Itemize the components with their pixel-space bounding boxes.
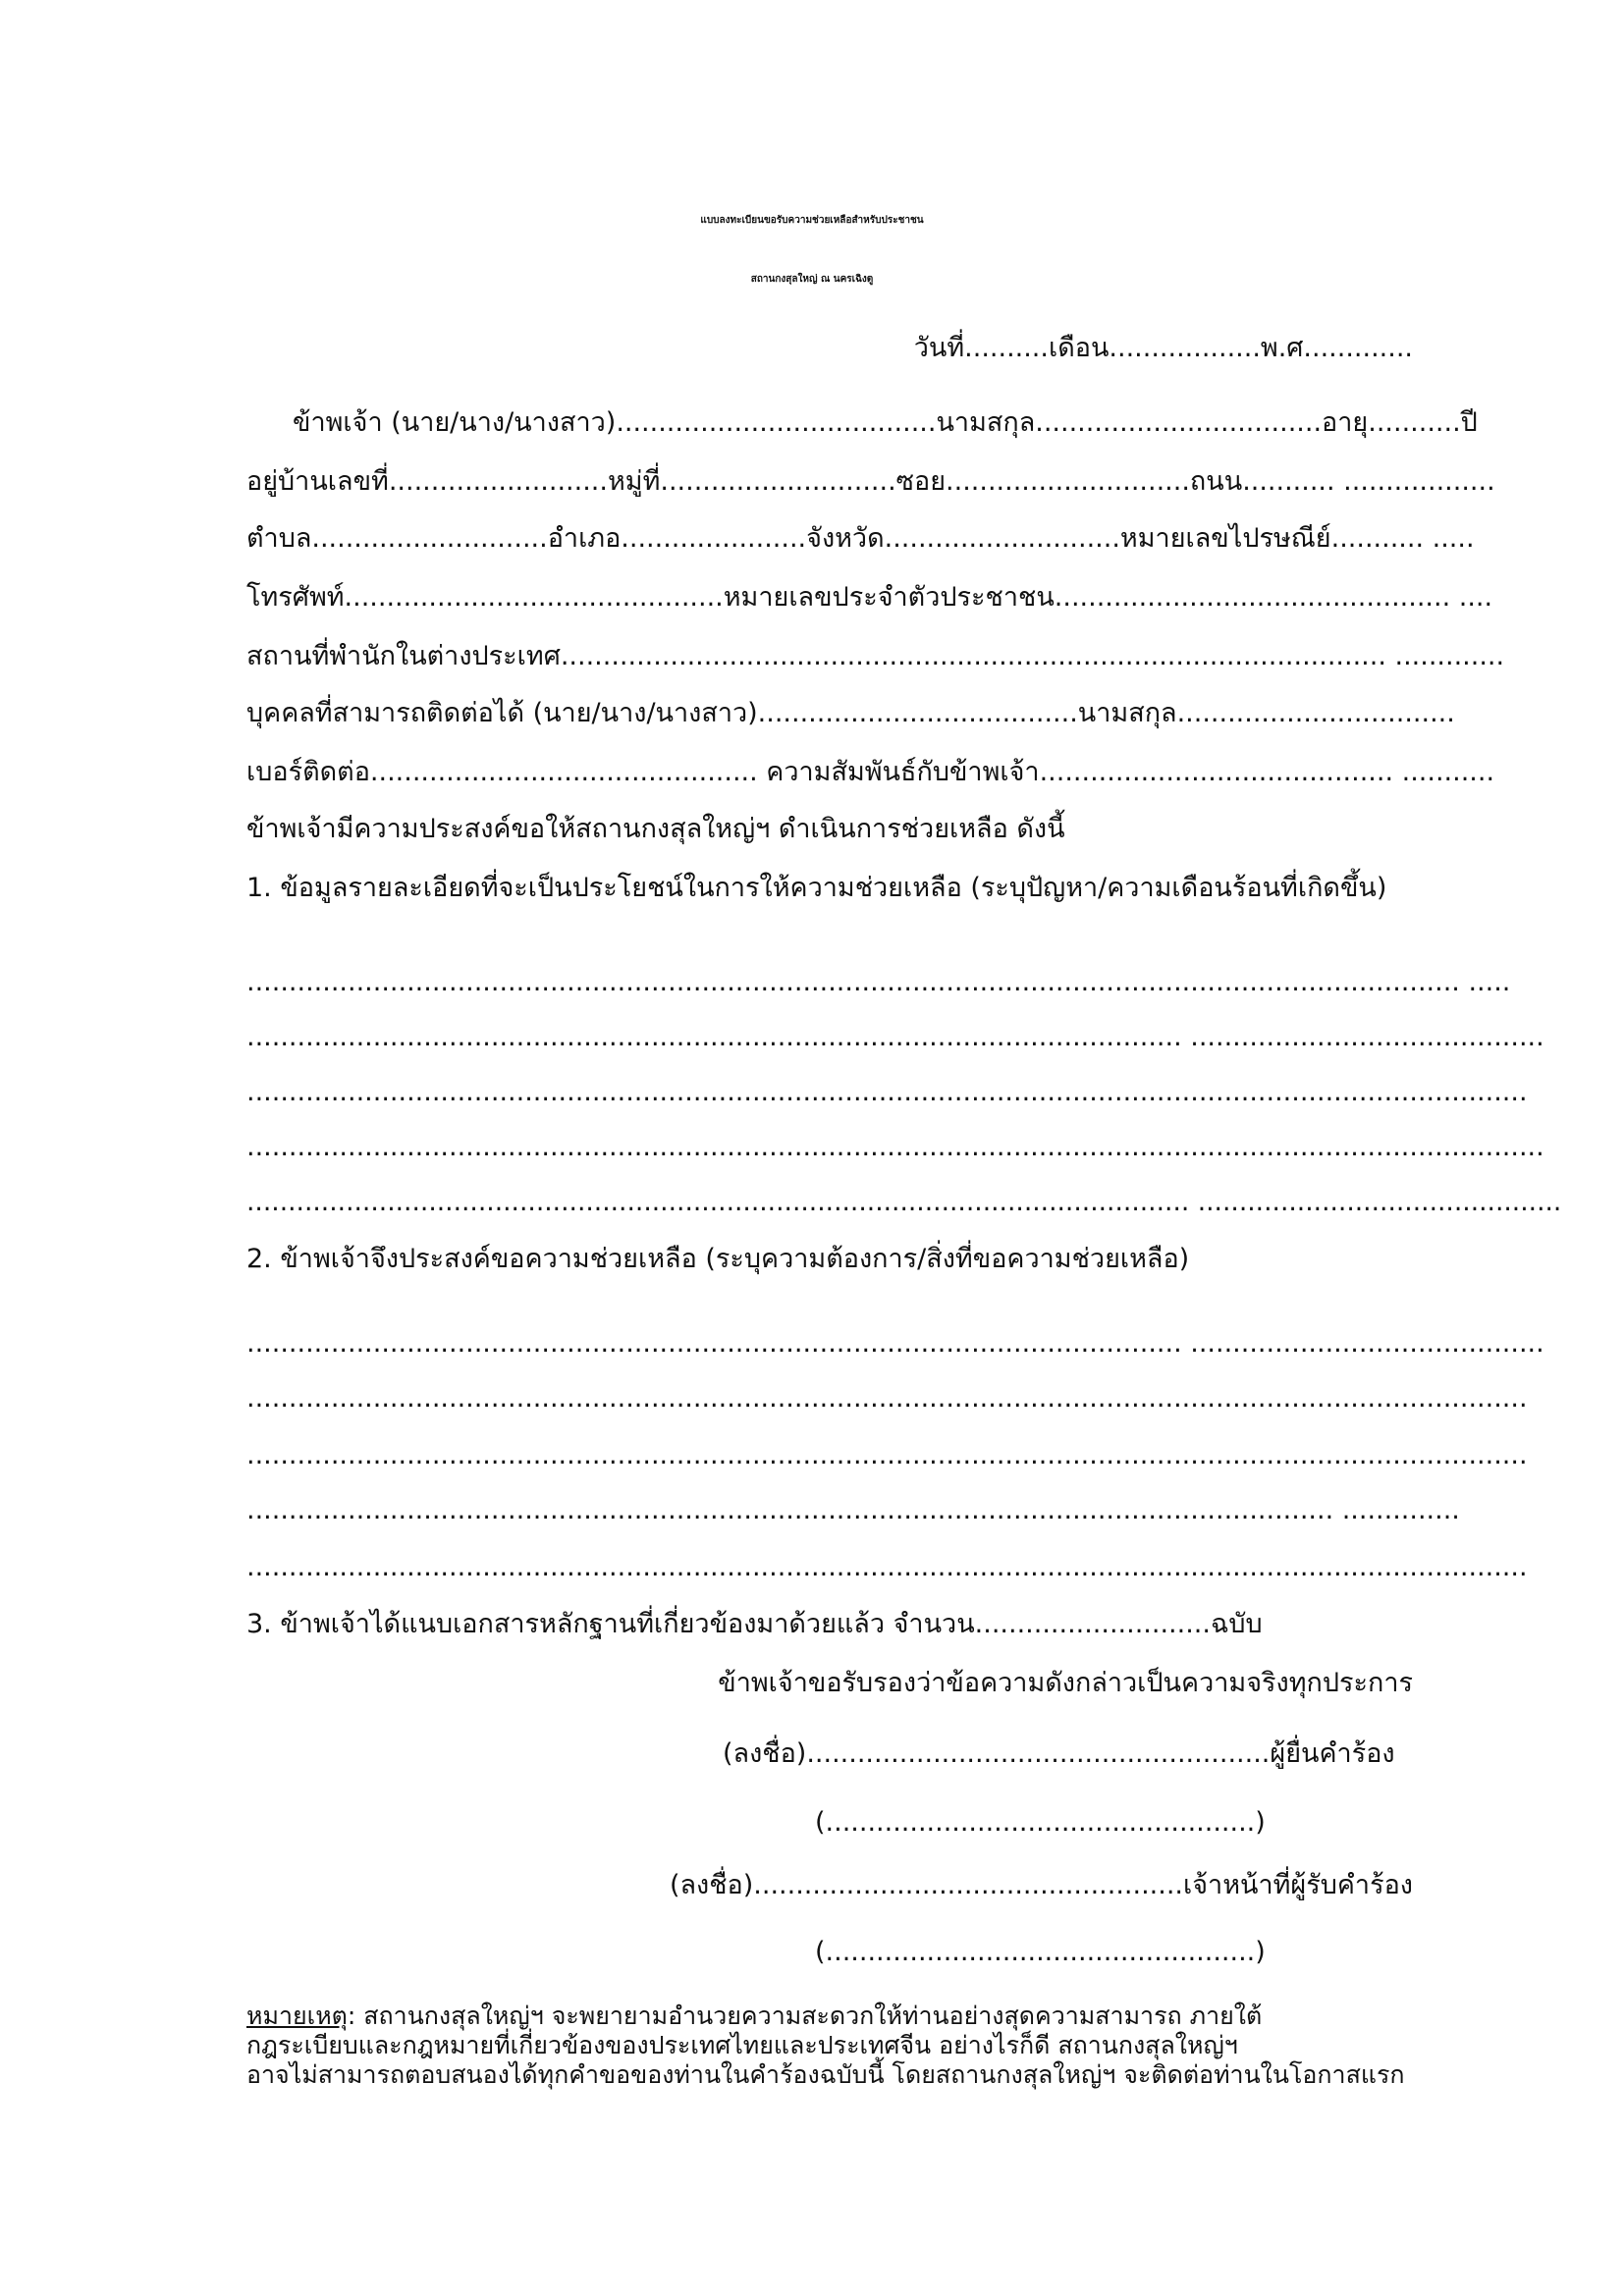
district-line: ตำบล............................อำเภอ......................จังหวัด............................หมายเลขไปรษณีย์........... ..... (246, 523, 1475, 554)
section3-heading: 3. ข้าพเจ้าได้แนบเอกสารหลักฐานที่เกี่ยวข้องมาด้วยแล้ว จำนวน............................ฉบับ (246, 1609, 1263, 1639)
overseas-residence-line: สถานที่พำนักในต่างประเทศ.................................................................................................. ............. (246, 641, 1505, 671)
officer-signature-line: (ลงชื่อ)...................................................เจ้าหน้าที่ผู้รับคำร้อง (669, 1870, 1413, 1900)
officer-name-parentheses: (...................................................) (815, 1937, 1266, 1967)
note-line-2: กฎระเบียบและกฎหมายที่เกี่ยวข้องของประเทศไทยและประเทศจีน อย่างไรก็ดี สถานกงสุลใหญ่ฯ (246, 2031, 1238, 2059)
applicant-signature-line: (ลงชื่อ).......................................................ผู้ยื่นคำร้อง (723, 1738, 1395, 1769)
date-line: วันที่..........เดือน..................พ.ศ............. (913, 333, 1413, 363)
section1-blank-line: .......................................................................................................................................................... (246, 1132, 1544, 1162)
section2-blank-line: ........................................................................................................................................................ (246, 1383, 1528, 1414)
note-line-1 (246, 2001, 1262, 2031)
address-line: อยู่บ้านเลขที่..........................หมู่ที่............................ซอย.............................ถนน........... .................. (246, 466, 1495, 497)
form-subtitle: สถานกงสุลใหญ่ ณ นครเฉิงตู (750, 274, 874, 285)
applicant-name-parentheses: (...................................................) (815, 1807, 1266, 1838)
section1-blank-line: ........................................................................................................................................................ (246, 1077, 1528, 1107)
section1-heading: 1. ข้อมูลรายละเอียดที่จะเป็นประโยชน์ในการให้ความช่วยเหลือ (ระบุปัญหา/ความเดือนร้อนที่เกิดขึ้น) (246, 873, 1387, 903)
section2-blank-line: ................................................................................................................................. .............. (246, 1495, 1460, 1525)
section1-blank-line: .................................................................................................................. ............................................ (246, 1187, 1562, 1217)
contact-person-line: บุคคลที่สามารถติดต่อได้ (นาย/นาง/นางสาว)......................................นามสกุล................................. (246, 698, 1455, 728)
section2-blank-line: ........................................................................................................................................................ (246, 1552, 1528, 1582)
section2-heading: 2. ข้าพเจ้าจึงประสงค์ขอความช่วยเหลือ (ระบุความต้องการ/สิ่งที่ขอความช่วยเหลือ) (246, 1244, 1190, 1274)
note-label: หมายเหตุ (246, 2002, 348, 2030)
contact-phone-relation-line: เบอร์ติดต่อ.............................................. ความสัมพันธ์กับข้าพเจ้า.......................................... ........... (246, 757, 1495, 787)
section2-blank-line: ........................................................................................................................................................ (246, 1440, 1528, 1470)
note-line-3: อาจไม่สามารถตอบสนองได้ทุกคำขอของท่านในคำร้องฉบับนี้ โดยสถานกงสุลใหญ่ฯ จะติดต่อท่านในโอกาสแรก (246, 2060, 1405, 2089)
applicant-name-line: ข้าพเจ้า (นาย/นาง/นางสาว)......................................นามสกุล..................................อายุ...........ปี (293, 407, 1478, 438)
section1-blank-line: ................................................................................................................................................ ..... (246, 967, 1511, 997)
request-intro-line: ข้าพเจ้ามีความประสงค์ขอให้สถานกงสุลใหญ่ฯ ดำเนินการช่วยเหลือ ดังนี้ (246, 814, 1065, 844)
section2-blank-line: ............................................................................................................... .......................................... (246, 1328, 1544, 1359)
form-title: แบบลงทะเบียนขอรับความช่วยเหลือสำหรับประชาชน (700, 215, 924, 226)
certify-statement: ข้าพเจ้าขอรับรองว่าข้อความดังกล่าวเป็นความจริงทุกประการ (718, 1668, 1413, 1698)
note-text: : สถานกงสุลใหญ่ฯ จะพยายามอำนวยความสะดวกให้ท่านอย่างสุดความสามารถ ภายใต้ (347, 2002, 1263, 2030)
phone-id-line: โทรศัพท์.............................................หมายเลขประจำตัวประชาชน............................................... .... (246, 582, 1493, 613)
section1-blank-line: ............................................................................................................... .......................................... (246, 1022, 1544, 1052)
